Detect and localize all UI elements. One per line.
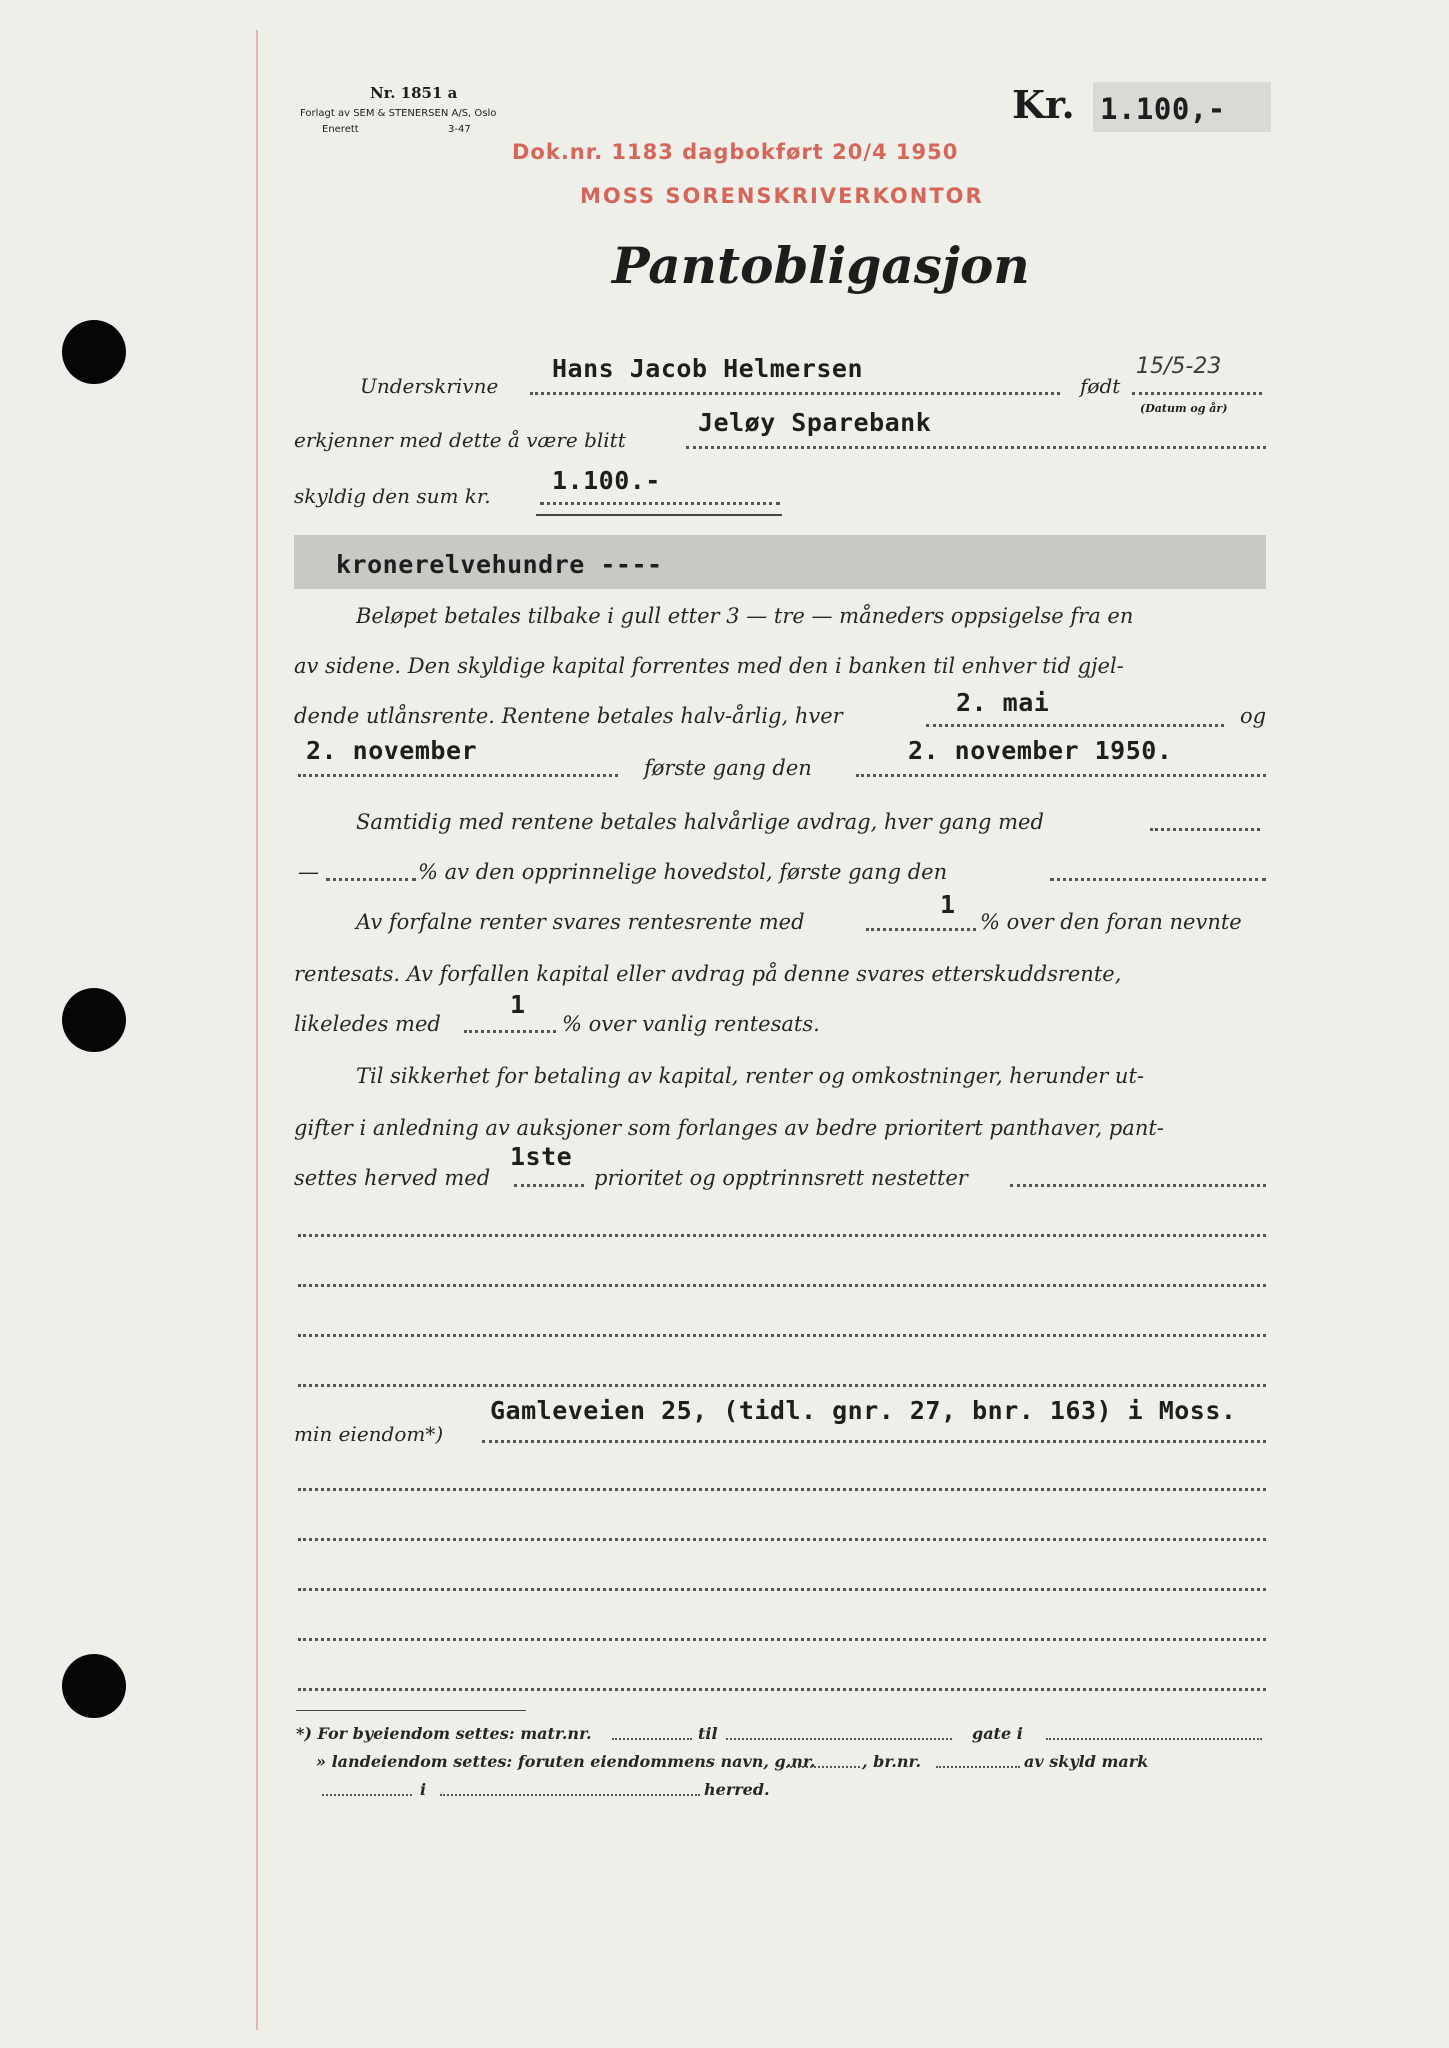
form-number: Nr. 1851 a <box>370 84 458 102</box>
priority: 1ste <box>510 1142 573 1171</box>
birthdate: 15/5-23 <box>1136 354 1222 379</box>
sum-amount: 1.100.- <box>552 466 661 495</box>
body-line-og: og <box>1240 704 1267 728</box>
footnote-line: , br.nr. <box>862 1752 922 1771</box>
footnote-line: av skyld mark <box>1024 1752 1149 1771</box>
margin-line <box>256 30 258 2030</box>
body-line-dash: — <box>298 860 319 884</box>
footnote-line: herred. <box>704 1780 770 1799</box>
body-line: prioritet og opptrinnsrett nestetter <box>594 1166 968 1190</box>
erkjenner-label: erkjenner med dette å være blitt <box>294 428 626 452</box>
body-line: Til sikkerhet for betaling av kapital, renter og omkostninger, herunder ut- <box>356 1064 1144 1088</box>
creditor-name: Jeløy Sparebank <box>698 408 932 437</box>
body-line: Av forfalne renter svares rentesrente med <box>356 910 805 934</box>
datum-label: (Datum og år) <box>1140 402 1228 415</box>
first-interest-date: 2. november 1950. <box>908 736 1173 765</box>
footnote-line: gate i <box>972 1724 1023 1743</box>
sum-in-words: kronerelvehundre ---- <box>336 550 663 579</box>
publisher-enerett: Enerett <box>322 124 359 135</box>
underskrivne-label: Underskrivne <box>360 374 499 398</box>
body-line: % over den foran nevnte <box>980 910 1242 934</box>
body-line: % over vanlig rentesats. <box>562 1012 820 1036</box>
debtor-name: Hans Jacob Helmersen <box>552 354 864 383</box>
rentesrente-pct: 1 <box>940 890 956 919</box>
interest-date-1: 2. mai <box>956 688 1050 717</box>
registration-stamp-line1: Dok.nr. 1183 dagbokført 20/4 1950 <box>512 140 959 164</box>
body-line: Samtidig med rentene betales halvårlige avdrag, hver gang med <box>356 810 1044 834</box>
eiendom-label: min eiendom*) <box>294 1422 444 1446</box>
document-title: Pantobligasjon <box>612 236 1030 295</box>
body-line: av sidene. Den skyldige kapital forrentes med den i banken til enhver tid gjel- <box>294 654 1124 678</box>
punch-hole <box>62 1654 126 1718</box>
body-line: likeledes med <box>294 1012 441 1036</box>
kr-label: Kr. <box>1012 82 1075 127</box>
skyldig-label: skyldig den sum kr. <box>294 484 491 508</box>
interest-date-2: 2. november <box>306 736 478 765</box>
punch-hole <box>62 320 126 384</box>
body-line: settes herved med <box>294 1166 491 1190</box>
footnote-line: *) For byeiendom settes: matr.nr. <box>296 1724 592 1743</box>
etterskudd-pct: 1 <box>510 990 526 1019</box>
publisher-line: Forlagt av SEM & STENERSEN A/S, Oslo <box>300 108 497 119</box>
fodt-label: født <box>1080 374 1121 398</box>
registration-stamp-line2: MOSS SORENSKRIVERKONTOR <box>580 184 984 208</box>
body-line: % av den opprinnelige hovedstol, første gang den <box>418 860 948 884</box>
body-line: gifter i anledning av auksjoner som forlanges av bedre prioritert panthaver, pant- <box>294 1116 1164 1140</box>
body-line: dende utlånsrente. Rentene betales halv-årlig, hver <box>294 704 843 728</box>
publisher-code: 3-47 <box>448 124 471 135</box>
body-line: rentesats. Av forfallen kapital eller avdrag på denne svares etterskuddsrente, <box>294 962 1122 986</box>
body-line: første gang den <box>644 756 812 780</box>
footnote-line: » landeiendom settes: foruten eiendommens navn, g.nr. <box>316 1752 816 1771</box>
footnote-line: i <box>420 1780 427 1799</box>
kr-amount: 1.100,- <box>1100 92 1226 126</box>
punch-hole <box>62 988 126 1052</box>
body-line: Beløpet betales tilbake i gull etter 3 — tre — måneders oppsigelse fra en <box>356 604 1134 628</box>
property-description: Gamleveien 25, (tidl. gnr. 27, bnr. 163) i Moss. <box>490 1396 1237 1425</box>
footnote-line: til <box>698 1724 718 1743</box>
